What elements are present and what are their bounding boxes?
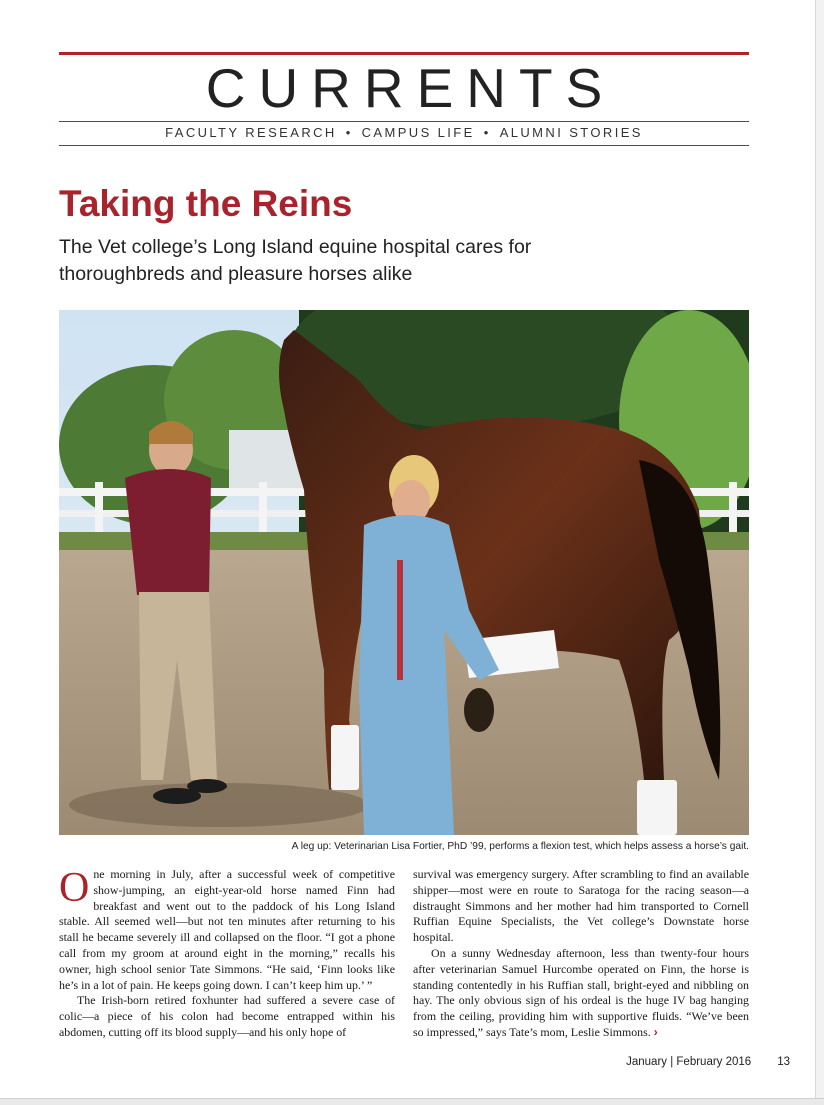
article-photo xyxy=(59,310,749,835)
article-column-2 xyxy=(413,867,749,1041)
photo-caption: A leg up: Veterinarian Lisa Fortier, PhD ’99, performs a flexion test, which helps assess a horse’s gait. xyxy=(291,841,749,852)
section-nav xyxy=(59,124,749,142)
paragraph-text: ne morning in July, after a successful week of competitive show-jumping, an eight-year-old horse named Finn had breakfast and went out to the paddock of his Long Island stable. All seemed well—but not ten minutes after returning to his stall he became severely ill and collapsed on the floor. “I got a phone call from my groom at around eight in the morning,” recalls his owner, high school senior Tate Simmons. “He said, ‘Finn looks like he’s in a lot of pain. He keeps going down. I can’t keep him up.’ ” xyxy=(59,867,395,992)
masthead-top-rule xyxy=(59,52,749,55)
article-dek: The Vet college’s Long Island equine hospital cares for thoroughbreds and pleasure horses alike xyxy=(59,236,532,285)
section-faculty-research: FACULTY RESEARCH xyxy=(165,125,337,140)
section-separator: • xyxy=(345,125,353,140)
section-separator: • xyxy=(483,125,491,140)
paragraph xyxy=(59,867,395,993)
masthead-divider-rule xyxy=(59,121,749,122)
end-mark-icon: › xyxy=(653,1024,658,1039)
drop-cap: O xyxy=(59,865,90,911)
section-alumni-stories: ALUMNI STORIES xyxy=(499,125,643,140)
paragraph: survival was emergency surgery. After scrambling to find an available shipper—most were en route to Saratoga for the racing season—a distraught Simmons and her mother had him transported to Cornell Ruffian Equine Specialists, the Vet college’s Downstate horse hospital. xyxy=(413,867,749,945)
masthead-title: CURRENTS xyxy=(205,57,616,119)
paragraph-text: On a sunny Wednesday afternoon, less than twenty-four hours after veterinarian Samuel Hurcombe operated on Finn, the horse is standing contentedly in his Ruffian stall, bright-eyed and nibbling on hay. The only obvious sign of his ordeal is the huge IV bag hanging from the ceiling, providing him with supportive fluids. “We’ve been so impressed,” says Tate’s mom, Leslie Simmons. xyxy=(413,945,749,1039)
page-edge-bottom xyxy=(0,1098,824,1105)
issue-date: January | February 2016 xyxy=(626,1056,752,1068)
masthead-bottom-rule xyxy=(59,145,749,146)
page-edge-right xyxy=(815,0,824,1105)
article-headline: Taking the Reins xyxy=(59,183,353,224)
section-campus-life: CAMPUS LIFE xyxy=(361,125,475,140)
page-number: 13 xyxy=(777,1056,790,1068)
paragraph: The Irish-born retired foxhunter had suffered a severe case of colic—a piece of his colon had become entrapped within his abdomen, cutting off its blood supply—and his only hope of xyxy=(59,993,395,1039)
page-footer xyxy=(540,1055,790,1069)
article-column-1 xyxy=(59,867,395,1041)
paragraph xyxy=(413,946,749,1041)
